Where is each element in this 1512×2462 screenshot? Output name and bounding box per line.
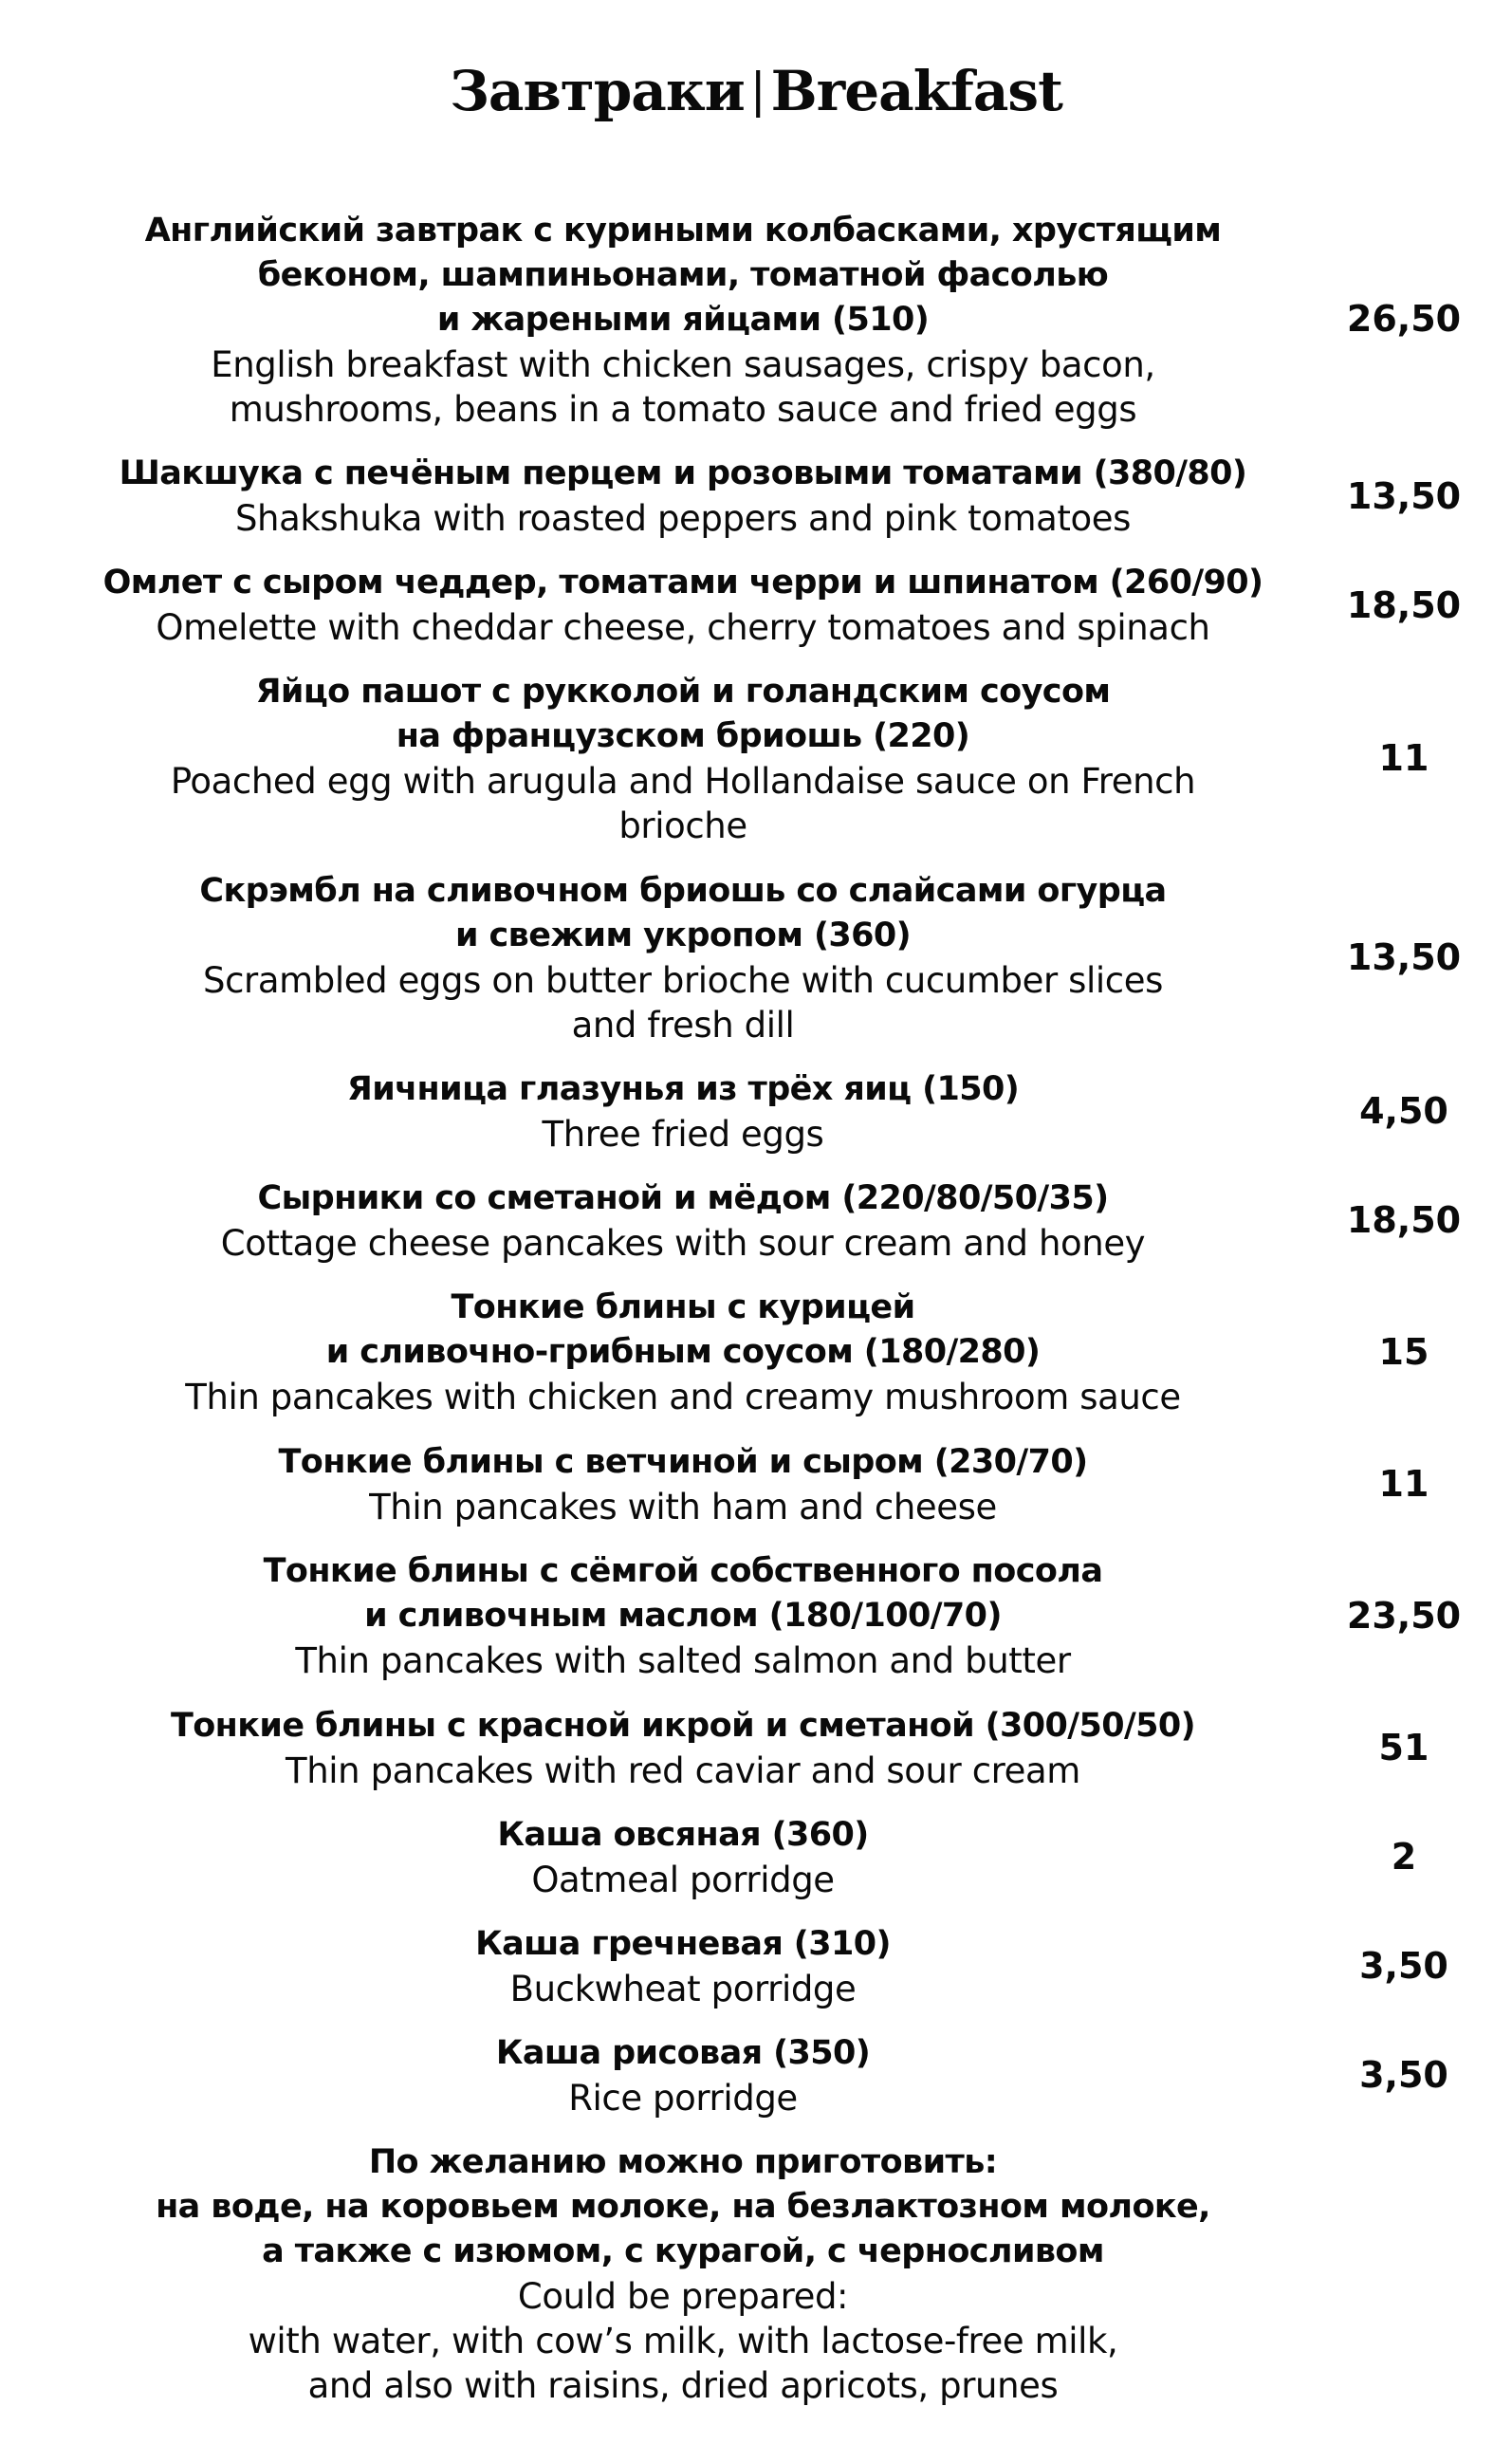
- item-name-ru: [57, 1549, 1309, 1638]
- item-price: 2: [1391, 1836, 1417, 1878]
- menu-item-english-breakfast: [57, 209, 1309, 432]
- menu-item-pancakes-salmon: [57, 1549, 1309, 1683]
- item-name-ru-line: и сливочно-грибным соусом (180/280): [325, 1333, 1041, 1371]
- item-name-en: Shakshuka with roasted peppers and pink tomatoes: [234, 498, 1132, 539]
- item-name-en: [57, 759, 1309, 848]
- item-price: 18,50: [1346, 1199, 1462, 1241]
- item-name-ru: Каша рисовая (350): [495, 2034, 871, 2072]
- item-name-en-line: and fresh dill: [571, 1005, 795, 1046]
- item-price: 3,50: [1359, 1945, 1448, 1987]
- porridge-options-note: [57, 2140, 1309, 2408]
- page-title: [0, 59, 1512, 123]
- item-name-ru: Омлет с сыром чеддер, томатами черри и шпинатом (260/90): [102, 564, 1263, 602]
- menu-item-rice: [57, 2031, 1309, 2120]
- item-name-ru-line: Яйцо пашот с рукколой и голандским соусом: [255, 673, 1111, 711]
- item-name-en: [57, 958, 1309, 1047]
- item-name-ru-line: и свежим укропом (360): [454, 916, 912, 954]
- item-name-ru-line: Тонкие блины с курицей: [451, 1288, 915, 1326]
- title-separator: |: [749, 63, 765, 118]
- menu-item-pancakes-ham: [57, 1440, 1309, 1529]
- item-name-en: Thin pancakes with salted salmon and butter: [295, 1640, 1071, 1681]
- item-name-ru: Сырники со сметаной и мёдом (220/80/50/35): [257, 1179, 1109, 1217]
- item-price: 4,50: [1359, 1090, 1448, 1132]
- item-price: 23,50: [1346, 1595, 1462, 1637]
- item-name-ru-line: Скрэмбл на сливочном бриошь со слайсами огурца: [199, 872, 1167, 910]
- menu-item-pancakes-chicken: [57, 1286, 1309, 1419]
- item-name-en: Thin pancakes with red caviar and sour cream: [286, 1750, 1080, 1791]
- item-name-en: Omelette with cheddar cheese, cherry tomatoes and spinach: [156, 607, 1210, 648]
- menu-item-shakshuka: [57, 452, 1309, 541]
- item-name-en-line: English breakfast with chicken sausages, crispy bacon,: [211, 344, 1155, 385]
- item-name-ru-line: Тонкие блины с сёмгой собственного посола: [263, 1552, 1103, 1590]
- item-price: 13,50: [1346, 936, 1462, 978]
- item-name-en-line: mushrooms, beans in a tomato sauce and fried eggs: [229, 389, 1137, 430]
- item-name-ru: Тонкие блины с красной икрой и сметаной (300/50/50): [170, 1707, 1196, 1745]
- item-price: 15: [1378, 1331, 1429, 1373]
- item-name-ru: Каша гречневая (310): [475, 1925, 891, 1963]
- menu-item-fried-eggs: [57, 1067, 1309, 1157]
- item-name-en-line: Scrambled eggs on butter brioche with cucumber slices: [203, 960, 1163, 1001]
- menu-item-poached-egg: [57, 670, 1309, 848]
- item-name-ru: [57, 1286, 1309, 1375]
- item-price: 11: [1378, 737, 1429, 779]
- note-en-line: Could be prepared:: [517, 2276, 849, 2317]
- item-name-ru-line: и сливочным маслом (180/100/70): [364, 1597, 1002, 1635]
- title-en: Breakfast: [770, 59, 1062, 123]
- item-name-en: Thin pancakes with chicken and creamy mushroom sauce: [185, 1377, 1181, 1417]
- item-name-en: Cottage cheese pancakes with sour cream and honey: [220, 1223, 1146, 1264]
- item-name-en: Buckwheat porridge: [509, 1969, 857, 2009]
- note-ru: [57, 2140, 1309, 2274]
- item-price: 3,50: [1359, 2054, 1448, 2096]
- item-name-ru-line: на французском бриошь (220): [396, 717, 970, 755]
- note-ru-line: По желанию можно приготовить:: [368, 2143, 998, 2181]
- item-price: 11: [1378, 1463, 1429, 1505]
- item-name-ru: [57, 209, 1309, 342]
- item-price: 13,50: [1346, 475, 1462, 517]
- item-name-en-line: Poached egg with arugula and Hollandaise sauce on French: [170, 761, 1196, 802]
- item-name-ru-line: беконом, шампиньонами, томатной фасолью: [257, 256, 1109, 294]
- item-price: 51: [1378, 1727, 1429, 1768]
- note-en-line: and also with raisins, dried apricots, prunes: [307, 2365, 1059, 2406]
- note-ru-line: а также с изюмом, с курагой, с черносливом: [262, 2232, 1104, 2270]
- item-name-ru: Шакшука с печёным перцем и розовыми томатами (380/80): [119, 454, 1247, 492]
- item-name-ru: Яичница глазунья из трёх яиц (150): [346, 1070, 1020, 1108]
- item-price: 26,50: [1346, 298, 1462, 340]
- item-name-en: [57, 342, 1309, 432]
- item-name-ru: [57, 869, 1309, 958]
- item-name-ru: Тонкие блины с ветчиной и сыром (230/70): [278, 1443, 1088, 1481]
- item-price: 18,50: [1346, 584, 1462, 626]
- item-name-en: Rice porridge: [568, 2078, 798, 2119]
- menu-item-omelette: [57, 561, 1309, 650]
- title-ru: Завтраки: [450, 59, 745, 123]
- item-name-en: Thin pancakes with ham and cheese: [369, 1487, 997, 1527]
- item-name-en: Three fried eggs: [542, 1114, 824, 1155]
- item-name-ru: [57, 670, 1309, 759]
- note-en: [57, 2274, 1309, 2408]
- item-name-ru-line: и жареными яйцами (510): [436, 301, 930, 339]
- item-name-en-line: brioche: [618, 805, 747, 846]
- menu-item-scrambled-eggs: [57, 869, 1309, 1047]
- item-name-ru-line: Английский завтрак с куриными колбасками, хрустящим: [144, 212, 1222, 250]
- item-name-ru: Каша овсяная (360): [497, 1816, 869, 1854]
- menu-item-pancakes-caviar: [57, 1704, 1309, 1793]
- note-ru-line: на воде, на коровьем молоке, на безлактозном молоке,: [156, 2188, 1210, 2226]
- item-name-en: Oatmeal porridge: [531, 1860, 835, 1900]
- menu-item-syrniki: [57, 1176, 1309, 1266]
- menu-item-oatmeal: [57, 1813, 1309, 1902]
- note-en-line: with water, with cow’s milk, with lactose-free milk,: [248, 2321, 1118, 2361]
- menu-item-buckwheat: [57, 1922, 1309, 2011]
